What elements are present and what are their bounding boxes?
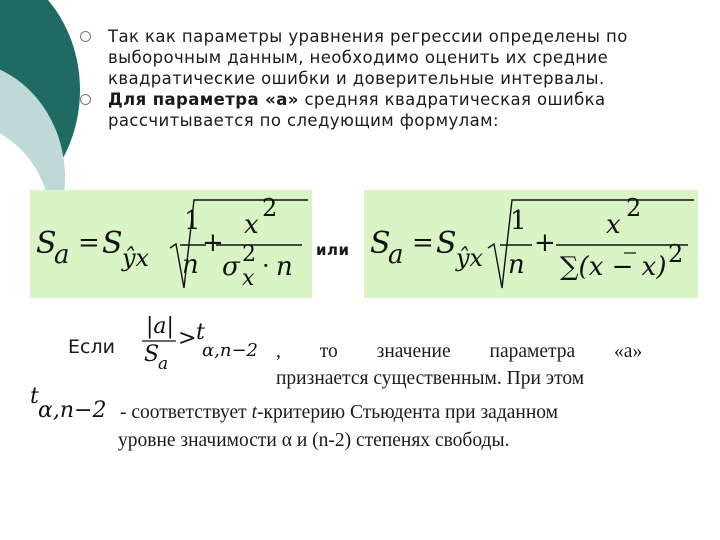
bullet-text: средняя квадратическая ошибка рассчитывается по следующим формулам: <box>108 90 606 130</box>
bullet-text: Так как параметры уравнения регрессии определены по выборочным данным, необходимо оценить их средние квадратические ошибки и доверительные интервалы. <box>108 27 628 88</box>
s-subscript: ŷx <box>122 244 150 272</box>
s-symbol: S <box>436 226 457 261</box>
t-symbol: t <box>196 320 205 345</box>
numerator-x: x <box>244 210 259 240</box>
multiply-dot: · <box>262 252 270 280</box>
numerator-one: 1 <box>184 206 201 236</box>
lhs-subscript: a <box>54 240 70 270</box>
equals-sign: = <box>412 228 434 258</box>
plus-sign: + <box>202 228 224 258</box>
plus-sign: + <box>534 228 556 258</box>
sigma-symbol: σ <box>222 252 240 282</box>
lhs-subscript: a <box>388 240 404 270</box>
tnote-line1-pre: - соответствует <box>120 402 252 423</box>
lhs-symbol: S <box>36 226 57 261</box>
numerator-x: x <box>606 210 621 240</box>
bullet-item <box>80 89 700 131</box>
bullet-list <box>80 26 700 131</box>
denominator-n: n <box>508 250 525 280</box>
bullet-item <box>80 26 698 89</box>
s-symbol: S <box>102 226 123 261</box>
equals-sign: = <box>78 228 100 258</box>
tnote-line1-italic: t <box>251 402 257 423</box>
condition-text-line1: , то значение параметра «a» <box>276 341 643 362</box>
lhs-symbol: S <box>370 226 391 261</box>
greater-than-sign: > <box>178 326 197 351</box>
numerator-exponent: 2 <box>262 194 278 222</box>
tnote-line2: уровне значимости α и (n-2) степенях свободы. <box>118 430 510 451</box>
formula-box-1 <box>30 190 312 298</box>
t-subscript: α,n−2 <box>202 340 259 361</box>
or-label: или <box>316 241 350 259</box>
numerator-one: 1 <box>510 206 527 236</box>
fraction-numerator: |a| <box>146 314 174 339</box>
sigma-exponent: 2 <box>242 242 256 267</box>
numerator-exponent: 2 <box>626 194 642 222</box>
if-label: Если <box>68 336 115 358</box>
bullet-bold-text: Для параметра «а» <box>108 90 299 109</box>
sum-denominator: ∑(x − x) <box>560 252 667 282</box>
sigma-subscript: x <box>242 266 255 291</box>
fraction-denominator: S <box>144 342 160 367</box>
t-subscript: α,n−2 <box>38 398 107 423</box>
condition-text-line2: признается существенным. При этом <box>276 368 585 389</box>
circle-bullet-icon <box>80 31 91 42</box>
denominator-n2: n <box>276 252 293 282</box>
circle-bullet-icon <box>80 94 91 105</box>
formula-box-2 <box>364 190 698 298</box>
fraction-denominator-subscript: a <box>158 354 169 374</box>
denominator-exponent: 2 <box>668 240 684 268</box>
s-subscript: ŷx <box>456 244 484 272</box>
tnote-line1 <box>120 402 558 424</box>
tnote-line1-post: -критерию Стьюдента при заданном <box>256 402 559 423</box>
denominator-n: n <box>182 250 199 280</box>
t-symbol: t <box>30 384 39 409</box>
